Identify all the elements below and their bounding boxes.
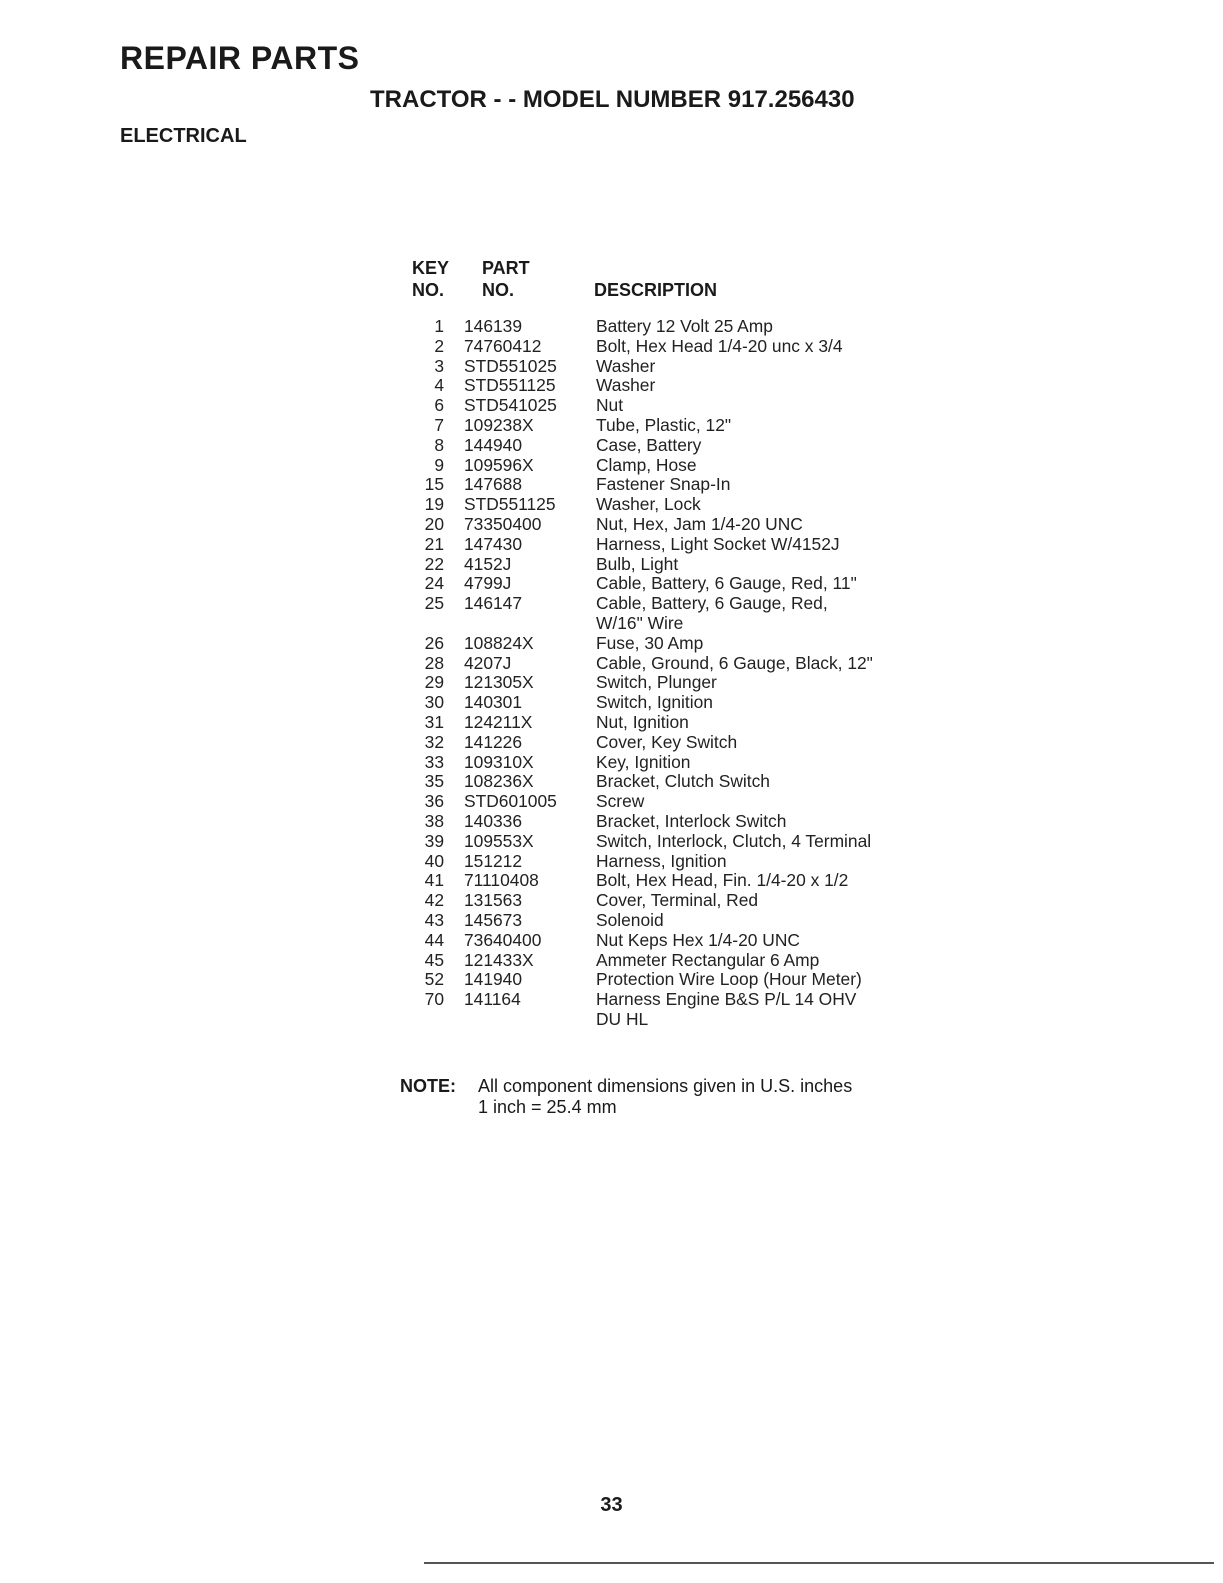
part-description <box>574 891 960 911</box>
part-description-line: Fastener Snap-In <box>596 474 731 495</box>
key-number: 43 <box>424 909 444 930</box>
key-number: 28 <box>424 652 444 673</box>
part-description <box>574 634 960 654</box>
key-number: 4 <box>434 375 444 396</box>
note <box>400 1076 852 1118</box>
part-number: 73640400 <box>464 929 542 950</box>
part-description-line: W/16" Wire <box>596 612 684 633</box>
key-number: 42 <box>424 890 444 911</box>
part-row <box>400 475 960 495</box>
part-description-line: Washer, Lock <box>596 494 701 515</box>
part-description-line: Solenoid <box>596 909 664 930</box>
part-description <box>574 733 960 753</box>
key-number: 9 <box>434 454 444 475</box>
part-description-line: Fuse, 30 Amp <box>596 632 704 653</box>
part-no-header-line2: NO. <box>482 280 515 300</box>
part-row <box>400 376 960 396</box>
description-header <box>594 279 717 301</box>
part-number: STD551125 <box>464 494 556 515</box>
part-description-line: Nut <box>596 395 624 416</box>
part-description <box>574 515 960 535</box>
key-number: 38 <box>424 810 444 831</box>
part-description <box>574 753 960 773</box>
part-number: STD601005 <box>464 791 557 812</box>
part-row <box>400 337 960 357</box>
part-description <box>574 574 960 594</box>
key-number: 22 <box>424 553 444 574</box>
part-description <box>574 852 960 872</box>
part-description-line: Battery 12 Volt 25 Amp <box>596 316 773 336</box>
part-row <box>400 317 960 337</box>
part-description <box>574 713 960 733</box>
part-description-line: Bulb, Light <box>596 553 679 574</box>
part-row <box>400 832 960 852</box>
part-number: 140301 <box>464 692 523 713</box>
part-description <box>574 594 960 634</box>
part-row <box>400 951 960 971</box>
key-number: 8 <box>434 434 444 455</box>
part-description <box>574 357 960 377</box>
part-description <box>574 812 960 832</box>
note-line1: All component dimensions given in U.S. inches <box>478 1076 853 1096</box>
part-no-header-line1: PART <box>482 258 530 278</box>
part-row <box>400 753 960 773</box>
part-description <box>574 792 960 812</box>
part-number: 141226 <box>464 731 523 752</box>
part-no-header <box>482 257 530 301</box>
part-description-line: Harness, Ignition <box>596 850 727 871</box>
part-description <box>574 970 960 990</box>
part-row <box>400 456 960 476</box>
part-description-line: Screw <box>596 791 645 812</box>
page-number: 33 <box>600 1494 623 1516</box>
part-description <box>574 931 960 951</box>
part-number: 73350400 <box>464 513 542 534</box>
part-description-line: Bolt, Hex Head, Fin. 1/4-20 x 1/2 <box>596 870 849 891</box>
key-number: 19 <box>424 494 444 515</box>
part-row <box>400 634 960 654</box>
part-description-line: Ammeter Rectangular 6 Amp <box>596 949 820 970</box>
part-description-line: Switch, Plunger <box>596 672 717 693</box>
part-row <box>400 871 960 891</box>
part-description <box>574 693 960 713</box>
part-row <box>400 693 960 713</box>
part-row <box>400 673 960 693</box>
part-number: 109596X <box>464 454 534 475</box>
part-description-line: Bracket, Clutch Switch <box>596 771 770 792</box>
part-number: 109238X <box>464 414 534 435</box>
part-description-line: Cable, Ground, 6 Gauge, Black, 12" <box>596 652 873 673</box>
part-number: 146139 <box>464 316 523 336</box>
section-title: ELECTRICAL <box>120 125 247 147</box>
part-row <box>400 416 960 436</box>
part-number: 124211X <box>464 711 533 732</box>
part-row <box>400 792 960 812</box>
part-description-line: Case, Battery <box>596 434 702 455</box>
part-description-line: Cover, Terminal, Red <box>596 890 759 911</box>
part-description <box>574 456 960 476</box>
key-number: 70 <box>424 989 444 1010</box>
key-no-header-line2: NO. <box>412 280 445 300</box>
part-description <box>574 673 960 693</box>
part-description-line: Cover, Key Switch <box>596 731 738 752</box>
part-number: 109310X <box>464 751 534 772</box>
part-number: 74760412 <box>464 335 542 356</box>
part-description-line: Tube, Plastic, 12" <box>596 414 732 435</box>
parts-list <box>400 317 960 1030</box>
part-row <box>400 812 960 832</box>
part-number: 108824X <box>464 632 534 653</box>
part-number: 71110408 <box>464 870 539 891</box>
part-number: 4799J <box>464 573 512 594</box>
part-description-line: Cable, Battery, 6 Gauge, Red, 11" <box>596 573 857 594</box>
key-number: 45 <box>424 949 444 970</box>
part-description <box>574 337 960 357</box>
part-number: 147430 <box>464 533 523 554</box>
part-description <box>574 911 960 931</box>
part-number: 145673 <box>464 909 523 930</box>
part-number: 141164 <box>464 989 521 1010</box>
part-description-line: Harness, Light Socket W/4152J <box>596 533 840 554</box>
part-number: 121305X <box>464 672 534 693</box>
key-number: 3 <box>434 355 444 376</box>
note-label: NOTE: <box>400 1076 456 1096</box>
part-description <box>574 495 960 515</box>
part-description-line: Key, Ignition <box>596 751 691 772</box>
part-row <box>400 495 960 515</box>
part-description <box>574 436 960 456</box>
part-number: 108236X <box>464 771 534 792</box>
part-row <box>400 555 960 575</box>
key-number: 26 <box>424 632 444 653</box>
key-number: 31 <box>424 711 444 732</box>
part-number: 146147 <box>464 593 523 614</box>
key-number: 44 <box>424 929 444 950</box>
key-number: 33 <box>424 751 444 772</box>
part-row <box>400 357 960 377</box>
part-description <box>574 475 960 495</box>
part-row <box>400 733 960 753</box>
part-row <box>400 535 960 555</box>
key-number: 6 <box>434 395 444 416</box>
part-number: 4152J <box>464 553 512 574</box>
key-number: 40 <box>424 850 444 871</box>
part-description-line: Switch, Interlock, Clutch, 4 Terminal <box>596 830 872 851</box>
part-description-line: Nut Keps Hex 1/4-20 UNC <box>596 929 800 950</box>
part-number: 4207J <box>464 652 512 673</box>
key-number: 15 <box>424 474 444 495</box>
part-description-line: Switch, Ignition <box>596 692 713 713</box>
key-number: 36 <box>424 791 444 812</box>
part-number: 144940 <box>464 434 523 455</box>
part-number: STD551125 <box>464 375 556 396</box>
part-row <box>400 852 960 872</box>
part-row <box>400 713 960 733</box>
key-number: 21 <box>424 533 444 554</box>
part-description-line: Protection Wire Loop (Hour Meter) <box>596 969 862 990</box>
note-line2: 1 inch = 25.4 mm <box>478 1097 617 1117</box>
key-number: 30 <box>424 692 444 713</box>
part-number: STD541025 <box>464 395 557 416</box>
part-row <box>400 990 960 1030</box>
part-description-line: Nut, Hex, Jam 1/4-20 UNC <box>596 513 803 534</box>
key-number: 25 <box>424 593 444 614</box>
key-number: 35 <box>424 771 444 792</box>
part-number: 121433X <box>464 949 534 970</box>
key-number: 52 <box>424 969 444 990</box>
part-number: STD551025 <box>464 355 557 376</box>
part-description <box>574 555 960 575</box>
part-description <box>574 772 960 792</box>
part-number: 140336 <box>464 810 523 831</box>
part-row <box>400 891 960 911</box>
part-description <box>574 951 960 971</box>
part-description-line: Washer <box>596 375 656 396</box>
key-no-header <box>412 257 449 301</box>
part-description-line: Nut, Ignition <box>596 711 689 732</box>
part-description-line: Bolt, Hex Head 1/4-20 unc x 3/4 <box>596 335 843 356</box>
part-row <box>400 911 960 931</box>
key-number: 1 <box>434 316 444 336</box>
part-description <box>574 871 960 891</box>
part-row <box>400 594 960 634</box>
part-row <box>400 574 960 594</box>
part-row <box>400 396 960 416</box>
key-number: 7 <box>434 414 444 435</box>
part-number: 147688 <box>464 474 523 495</box>
key-no-header-line1: KEY <box>412 258 450 278</box>
part-row <box>400 515 960 535</box>
key-number: 41 <box>424 870 444 891</box>
part-description <box>574 832 960 852</box>
part-row <box>400 970 960 990</box>
part-number: 131563 <box>464 890 523 911</box>
part-description-line: Washer <box>596 355 656 376</box>
part-row <box>400 654 960 674</box>
part-description-line: DU HL <box>596 1008 649 1029</box>
part-number: 141940 <box>464 969 523 990</box>
part-description-line: Harness Engine B&S P/L 14 OHV <box>596 989 857 1010</box>
part-row <box>400 931 960 951</box>
part-description-line: Clamp, Hose <box>596 454 697 475</box>
part-description <box>574 317 960 337</box>
part-description <box>574 535 960 555</box>
description-header-label: DESCRIPTION <box>594 280 718 300</box>
part-number: 151212 <box>464 850 523 871</box>
part-number: 109553X <box>464 830 534 851</box>
part-row <box>400 436 960 456</box>
model-title: TRACTOR - - MODEL NUMBER 917.256430 <box>370 86 855 113</box>
key-number: 39 <box>424 830 444 851</box>
key-number: 2 <box>434 335 444 356</box>
key-number: 32 <box>424 731 444 752</box>
part-description-line: Bracket, Interlock Switch <box>596 810 787 831</box>
page-title: REPAIR PARTS <box>120 40 360 76</box>
bottom-rule <box>424 1562 1214 1564</box>
part-description-line: Cable, Battery, 6 Gauge, Red, <box>596 593 828 614</box>
part-description <box>574 376 960 396</box>
key-number: 24 <box>424 573 444 594</box>
part-description <box>574 416 960 436</box>
part-description <box>574 990 960 1030</box>
part-description <box>574 396 960 416</box>
key-number: 20 <box>424 513 444 534</box>
part-row <box>400 772 960 792</box>
key-number: 29 <box>424 672 444 693</box>
part-description <box>574 654 960 674</box>
